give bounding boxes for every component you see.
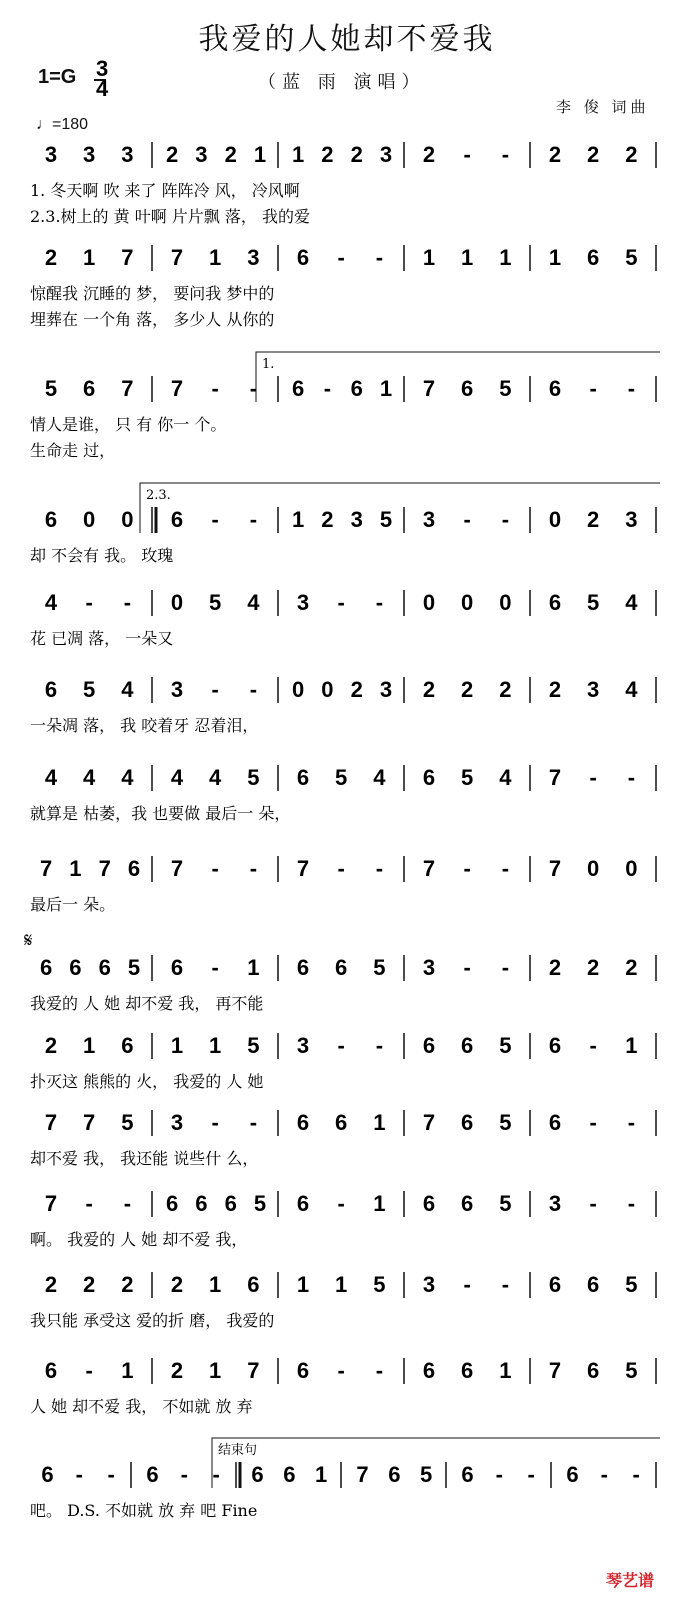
note: 7 <box>121 376 134 401</box>
note: 1 <box>170 1033 184 1058</box>
note: 6 <box>548 1033 562 1058</box>
lyricist-credit: 李 俊 词曲 <box>556 98 650 116</box>
lyric-line: 生命走 过， <box>30 441 116 460</box>
lyric-line: 埋葬在 一个角 落， 多少人 从你的 <box>30 310 275 329</box>
note: 4 <box>247 590 260 615</box>
note: 6 <box>170 507 184 532</box>
lyric-line: 扑灭这 熊熊的 火， 我爱的 人 她 <box>30 1072 264 1091</box>
note: 0 <box>83 507 96 532</box>
note: 2 <box>44 245 58 270</box>
note: 7 <box>356 1462 369 1487</box>
note: 7 <box>170 245 184 270</box>
note: 6 <box>41 1462 54 1487</box>
note: 6 <box>388 1462 401 1487</box>
score-row <box>30 352 660 460</box>
note: 6 <box>461 376 474 401</box>
note: 1 <box>209 1033 222 1058</box>
score-row <box>30 765 656 823</box>
note: - <box>589 376 597 401</box>
note: 5 <box>44 376 58 401</box>
note: 2 <box>170 1358 184 1383</box>
lyric-line: 最后一 朵。 <box>30 895 116 914</box>
note: 1 <box>291 142 305 167</box>
note: 7 <box>422 1110 436 1135</box>
time-sig-top: 3 <box>96 56 109 81</box>
note: 7 <box>548 1358 562 1383</box>
note: 5 <box>247 1033 260 1058</box>
note: - <box>589 1110 597 1135</box>
note: - <box>463 507 471 532</box>
note: - <box>463 955 471 980</box>
note: 7 <box>422 376 436 401</box>
note: 6 <box>587 245 600 270</box>
note: 3 <box>379 142 393 167</box>
note: 3 <box>379 677 393 702</box>
note: 3 <box>422 507 436 532</box>
note: 6 <box>296 955 310 980</box>
note: 5 <box>209 590 222 615</box>
note: 2 <box>461 677 474 702</box>
note: 5 <box>247 765 260 790</box>
note: 3 <box>422 1272 436 1297</box>
note: 6 <box>224 1191 237 1216</box>
volta-bracket <box>256 352 660 402</box>
note: 1 <box>461 245 474 270</box>
note: - <box>249 677 258 702</box>
note: 1 <box>83 1033 96 1058</box>
note: 5 <box>373 955 386 980</box>
note: 5 <box>625 245 638 270</box>
note: 1 <box>253 142 267 167</box>
note: - <box>463 1272 471 1297</box>
note: - <box>337 1033 345 1058</box>
score-row <box>24 928 656 1013</box>
note: 7 <box>121 245 134 270</box>
note: 6 <box>548 376 562 401</box>
lyric-line: 惊醒我 沉睡的 梦， 要问我 梦中的 <box>30 284 275 303</box>
note: - <box>375 590 384 615</box>
note: 7 <box>83 1110 96 1135</box>
note: 6 <box>296 1358 310 1383</box>
note: 4 <box>44 765 58 790</box>
note: 1 <box>499 1358 512 1383</box>
note: - <box>249 1110 258 1135</box>
note: 2 <box>625 955 638 980</box>
note: 7 <box>44 1191 58 1216</box>
note: 3 <box>121 142 134 167</box>
note: - <box>249 376 258 401</box>
note: 3 <box>170 677 184 702</box>
note: 2 <box>350 142 363 167</box>
note: 0 <box>291 677 305 702</box>
note: - <box>107 1462 115 1487</box>
note: 6 <box>461 1462 474 1487</box>
note: 7 <box>422 856 436 881</box>
note: - <box>501 856 510 881</box>
note: - <box>589 765 597 790</box>
note: 2 <box>170 1272 184 1297</box>
note: 0 <box>587 856 600 881</box>
note: - <box>211 376 219 401</box>
note: 1 <box>373 1191 386 1216</box>
note: 6 <box>461 1191 474 1216</box>
note: - <box>212 1462 220 1487</box>
note: 6 <box>195 1191 208 1216</box>
note: - <box>627 376 636 401</box>
score-row <box>30 1033 656 1091</box>
song-title: 我爱的人她却不爱我 <box>198 22 496 57</box>
note: 7 <box>44 1110 58 1135</box>
note: 2 <box>587 507 600 532</box>
note: 6 <box>247 1272 260 1297</box>
segno-sign: 𝄋 <box>24 928 33 952</box>
note: 1 <box>373 1110 386 1135</box>
note: 3 <box>625 507 638 532</box>
lyric-line: 花 已凋 落， 一朵又 <box>30 629 174 648</box>
note: 1 <box>625 1033 638 1058</box>
lyric-line: 人 她 却不爱 我， 不如就 放 弃 <box>30 1397 253 1416</box>
note: 4 <box>209 765 222 790</box>
note: - <box>123 1191 132 1216</box>
note: 5 <box>499 1110 512 1135</box>
note: 6 <box>422 765 436 790</box>
note: - <box>632 1462 640 1487</box>
note: 1 <box>209 245 222 270</box>
note: 3 <box>350 507 363 532</box>
note: - <box>249 507 258 532</box>
score-row <box>30 245 656 329</box>
score-row <box>30 142 656 226</box>
note: 6 <box>283 1462 296 1487</box>
note: 1 <box>247 955 260 980</box>
note: - <box>600 1462 608 1487</box>
note: 1 <box>296 1272 310 1297</box>
note: 3 <box>195 142 208 167</box>
note: 1 <box>209 1272 222 1297</box>
lyric-line: 我只能 承受这 爱的折 磨， 我爱的 <box>30 1311 275 1330</box>
note: 7 <box>548 765 562 790</box>
note: - <box>337 590 345 615</box>
note: 3 <box>548 1191 562 1216</box>
note: 1 <box>335 1272 348 1297</box>
note: 6 <box>422 1191 436 1216</box>
note: 1 <box>121 1358 134 1383</box>
score-row <box>30 677 656 735</box>
note: 2 <box>224 142 237 167</box>
note: 6 <box>165 1191 179 1216</box>
note: 6 <box>461 1358 474 1383</box>
note: 2 <box>321 507 334 532</box>
note: 4 <box>625 590 638 615</box>
note: 5 <box>83 677 96 702</box>
note: 5 <box>127 955 141 980</box>
volta-bracket <box>212 1438 660 1488</box>
note: 6 <box>461 1033 474 1058</box>
note: 6 <box>296 765 310 790</box>
note: 2 <box>83 1272 96 1297</box>
note: - <box>463 856 471 881</box>
note: 7 <box>548 856 562 881</box>
note: - <box>627 765 636 790</box>
tempo-mark: ♩=180 <box>36 116 89 133</box>
note: 6 <box>127 856 141 881</box>
note: - <box>249 856 258 881</box>
note: - <box>627 1110 636 1135</box>
note: 3 <box>587 677 600 702</box>
lyric-line: 却不爱 我， 我还能 说些什 么， <box>30 1149 259 1168</box>
note: - <box>501 1272 510 1297</box>
note: 2 <box>165 142 179 167</box>
note: 6 <box>296 1110 310 1135</box>
note: 7 <box>170 856 184 881</box>
volta-label: 2.3. <box>146 488 171 503</box>
note: 5 <box>625 1272 638 1297</box>
note: 2 <box>422 142 436 167</box>
note: 5 <box>253 1191 267 1216</box>
note: 5 <box>625 1358 638 1383</box>
note: - <box>495 1462 503 1487</box>
note: - <box>589 1191 597 1216</box>
score-row <box>30 856 656 914</box>
note: 3 <box>296 1033 310 1058</box>
note: 6 <box>587 1272 600 1297</box>
note: - <box>501 955 510 980</box>
score-row <box>30 483 660 565</box>
note: 5 <box>499 1033 512 1058</box>
note: 6 <box>291 376 305 401</box>
note: 0 <box>170 590 184 615</box>
note: 0 <box>121 507 134 532</box>
note: 5 <box>461 765 474 790</box>
note: - <box>463 142 471 167</box>
note: - <box>589 1033 597 1058</box>
note: 6 <box>44 507 58 532</box>
note: 6 <box>39 955 53 980</box>
note: 7 <box>98 856 111 881</box>
lyric-line: 吧。 D.S. 不如就 放 弃 吧 Fine <box>30 1501 258 1520</box>
score-row <box>30 1438 660 1520</box>
lyric-line: 1. 冬天啊 吹 来了 阵阵冷 风， 冷风啊 <box>30 181 300 200</box>
note: 5 <box>587 590 600 615</box>
score-row <box>30 1191 656 1249</box>
note: 1 <box>422 245 436 270</box>
note: - <box>375 1358 384 1383</box>
note: - <box>501 142 510 167</box>
note: 2 <box>121 1272 134 1297</box>
note: 6 <box>296 245 310 270</box>
note: - <box>123 590 132 615</box>
note: 0 <box>321 677 334 702</box>
note: 5 <box>420 1462 433 1487</box>
note: 6 <box>296 1191 310 1216</box>
watermark-logo: 琴艺谱 <box>606 1573 655 1590</box>
score-row <box>30 1272 656 1330</box>
note: 6 <box>566 1462 579 1487</box>
note: 5 <box>121 1110 134 1135</box>
note: 2 <box>44 1033 58 1058</box>
note: 1 <box>379 376 393 401</box>
note: 0 <box>548 507 562 532</box>
note: 2 <box>625 142 638 167</box>
note: 7 <box>247 1358 260 1383</box>
note: - <box>337 1358 345 1383</box>
note: 7 <box>296 856 310 881</box>
note: 2 <box>548 955 562 980</box>
score-row <box>30 1110 656 1168</box>
note: 5 <box>335 765 348 790</box>
note: 1 <box>291 507 305 532</box>
note: 3 <box>422 955 436 980</box>
note: 6 <box>251 1462 264 1487</box>
note: 6 <box>422 1033 436 1058</box>
note: - <box>337 856 345 881</box>
note: - <box>375 856 384 881</box>
note: 0 <box>499 590 512 615</box>
note: 5 <box>499 376 512 401</box>
note: 0 <box>422 590 436 615</box>
note: 6 <box>335 955 348 980</box>
note: 2 <box>321 142 334 167</box>
note: 5 <box>379 507 393 532</box>
note: 4 <box>83 765 96 790</box>
note: 5 <box>373 1272 386 1297</box>
note: 7 <box>170 376 184 401</box>
note: 2 <box>499 677 512 702</box>
note: 2 <box>587 955 600 980</box>
lyric-line: 2.3.树上的 黄 叶啊 片片飘 落， 我的爱 <box>30 207 310 226</box>
note: - <box>211 677 219 702</box>
note: 6 <box>121 1033 134 1058</box>
note: 3 <box>296 590 310 615</box>
note: 6 <box>83 376 96 401</box>
note: 6 <box>461 1110 474 1135</box>
note: 4 <box>499 765 512 790</box>
note: 6 <box>548 1272 562 1297</box>
note: - <box>211 955 219 980</box>
note: - <box>627 1191 636 1216</box>
volta-label: 结束句 <box>218 1443 258 1458</box>
note: - <box>211 507 219 532</box>
lyric-line: 却 不会有 我。 玫瑰 <box>30 546 174 565</box>
note: 1 <box>209 1358 222 1383</box>
singer-credit: （蓝 雨 演唱） <box>258 72 426 93</box>
note: - <box>323 376 332 401</box>
note: 4 <box>121 765 134 790</box>
note: - <box>85 1191 93 1216</box>
note: 2 <box>44 1272 58 1297</box>
note: 6 <box>44 1358 58 1383</box>
note: - <box>85 1358 93 1383</box>
note: - <box>337 1191 345 1216</box>
note: 6 <box>422 1358 436 1383</box>
note: - <box>85 590 93 615</box>
time-sig-bottom: 4 <box>96 76 109 101</box>
note: 1 <box>69 856 82 881</box>
note: 4 <box>373 765 386 790</box>
note: 6 <box>548 590 562 615</box>
note: 4 <box>121 677 134 702</box>
note: 6 <box>335 1110 348 1135</box>
lyric-line: 情人是谁， 只 有 你一 个。 <box>30 415 227 434</box>
score-row <box>30 1358 656 1416</box>
note: 2 <box>422 677 436 702</box>
note: - <box>501 507 510 532</box>
time-signature <box>94 56 109 101</box>
lyric-line: 啊。 我爱的 人 她 却不爱 我， <box>30 1230 248 1249</box>
note: 2 <box>587 142 600 167</box>
score-row <box>30 590 656 648</box>
note: 2 <box>350 677 363 702</box>
note: 6 <box>350 376 363 401</box>
note: - <box>375 1033 384 1058</box>
note: 1 <box>315 1462 328 1487</box>
note: 6 <box>587 1358 600 1383</box>
note: 3 <box>83 142 96 167</box>
note: 6 <box>44 677 58 702</box>
note: 5 <box>499 1191 512 1216</box>
note: 4 <box>44 590 58 615</box>
key-signature: 1=G <box>38 66 77 88</box>
note: 0 <box>461 590 474 615</box>
volta-label: 1. <box>262 357 275 372</box>
note: 1 <box>499 245 512 270</box>
lyric-line: 我爱的 人 她 却不爱 我， 再不能 <box>30 994 264 1013</box>
note: - <box>375 245 384 270</box>
note: - <box>75 1462 83 1487</box>
note: 6 <box>170 955 184 980</box>
note: 0 <box>625 856 638 881</box>
note: 4 <box>170 765 184 790</box>
note: - <box>527 1462 535 1487</box>
note: - <box>337 245 345 270</box>
note: 6 <box>548 1110 562 1135</box>
lyric-line: 一朵凋 落， 我 咬着牙 忍着泪， <box>30 716 259 735</box>
note: 3 <box>44 142 58 167</box>
note: 3 <box>247 245 260 270</box>
note: - <box>211 856 219 881</box>
note: 1 <box>548 245 562 270</box>
note: 2 <box>548 677 562 702</box>
note: 6 <box>69 955 82 980</box>
note: 6 <box>146 1462 159 1487</box>
note: 6 <box>98 955 111 980</box>
note: 1 <box>83 245 96 270</box>
note: 4 <box>625 677 638 702</box>
note: 3 <box>170 1110 184 1135</box>
lyric-line: 就算是 枯萎，我 也要做 最后一 朵， <box>30 804 291 823</box>
note: 2 <box>548 142 562 167</box>
note: 7 <box>39 856 53 881</box>
note: - <box>180 1462 188 1487</box>
note: - <box>211 1110 219 1135</box>
